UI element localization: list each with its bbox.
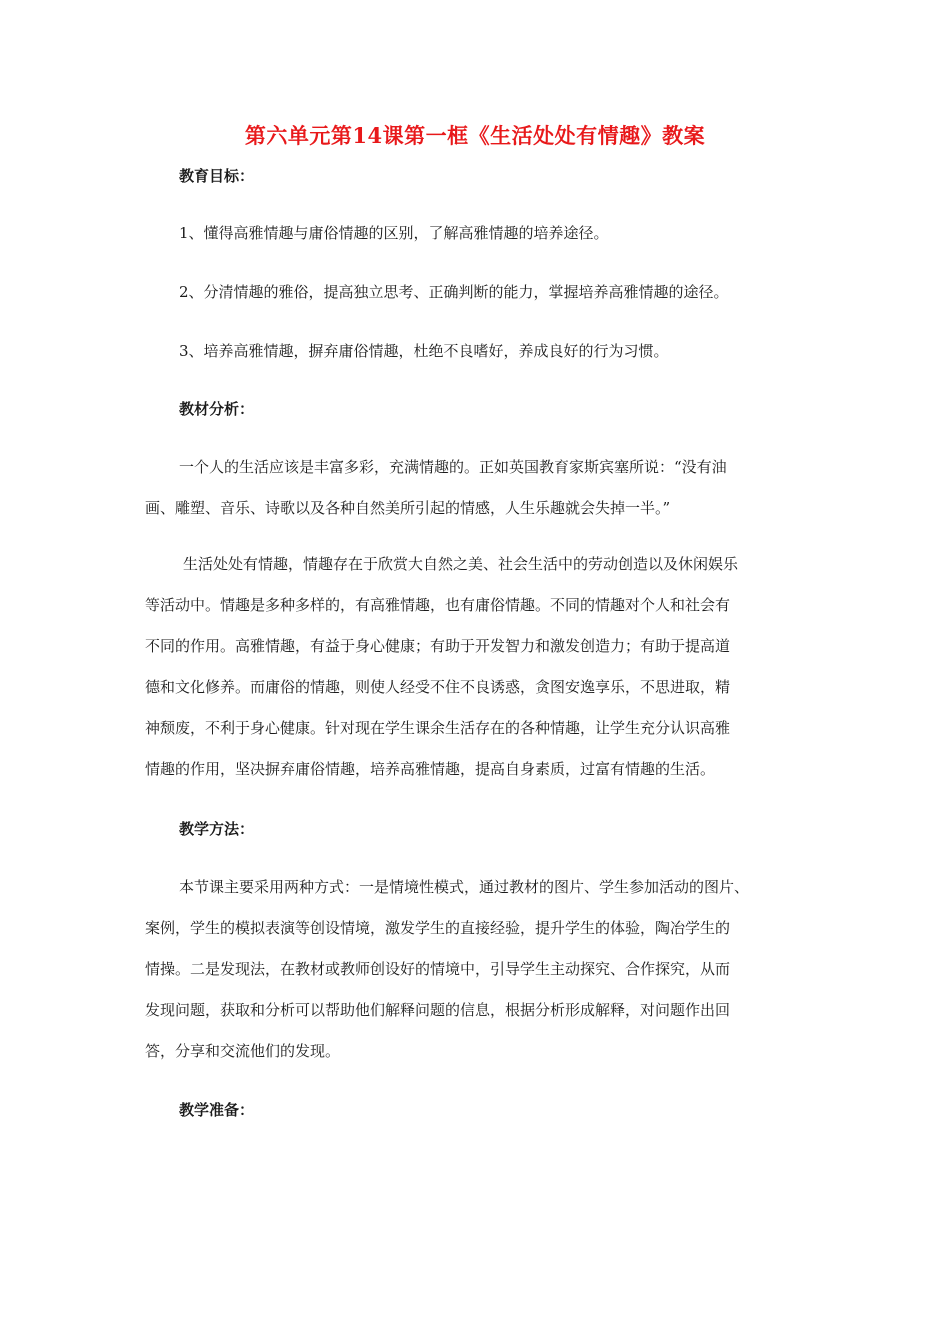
- goal-item: 1、懂得高雅情趣与庸俗情趣的区别，了解高雅情趣的培养途径。: [179, 224, 609, 242]
- methods-paragraph: [145, 875, 835, 1080]
- heading-goals: 教育目标：: [179, 167, 255, 185]
- paragraph-line: 情操。二是发现法，在教材或教师创设好的情境中，引导学生主动探究、合作探究，从而: [145, 960, 731, 978]
- heading-preparation: 教学准备：: [179, 1101, 255, 1119]
- paragraph-line: 不同的作用。高雅情趣，有益于身心健康；有助于开发智力和激发创造力；有助于提高道: [145, 637, 731, 655]
- paragraph-line: 等活动中。情趣是多种多样的，有高雅情趣，也有庸俗情趣。不同的情趣对个人和社会有: [145, 596, 731, 614]
- heading-methods: 教学方法：: [179, 820, 255, 838]
- paragraph-line: 生活处处有情趣，情趣存在于欣赏大自然之美、社会生活中的劳动创造以及休闲娱乐: [183, 555, 739, 573]
- paragraph-line: 发现问题，获取和分析可以帮助他们解释问题的信息，根据分析形成解释，对问题作出回: [145, 1001, 731, 1019]
- goal-item: 3、培养高雅情趣，摒弃庸俗情趣，杜绝不良嗜好，养成良好的行为习惯。: [179, 342, 669, 360]
- goal-item: 2、分清情趣的雅俗，提高独立思考、正确判断的能力，掌握培养高雅情趣的途径。: [179, 283, 729, 301]
- analysis-paragraph-2: [145, 552, 835, 798]
- paragraph-line: 案例，学生的模拟表演等创设情境，激发学生的直接经验，提升学生的体验，陶冶学生的: [145, 919, 731, 937]
- paragraph-line: 情趣的作用，坚决摒弃庸俗情趣，培养高雅情趣，提高自身素质，过富有情趣的生活。: [145, 760, 716, 778]
- paragraph-line: 画、雕塑、音乐、诗歌以及各种自然美所引起的情感，人生乐趣就会失掉一半。”: [145, 499, 671, 517]
- paragraph-line: 神颓废，不利于身心健康。针对现在学生课余生活存在的各种情趣，让学生充分认识高雅: [145, 719, 731, 737]
- paragraph-line: 答，分享和交流他们的发现。: [145, 1042, 341, 1060]
- paragraph-line: 德和文化修养。而庸俗的情趣，则使人经受不住不良诱惑，贪图安逸享乐，不思进取，精: [145, 678, 731, 696]
- analysis-paragraph-1: [145, 455, 835, 537]
- document-title: 第六单元第14课第一框《生活处处有情趣》教案: [244, 123, 706, 148]
- heading-analysis: 教材分析：: [179, 400, 255, 418]
- paragraph-line: 本节课主要采用两种方式：一是情境性模式，通过教材的图片、学生参加活动的图片、: [179, 878, 750, 896]
- paragraph-line: 一个人的生活应该是丰富多彩，充满情趣的。正如英国教育家斯宾塞所说：“没有油: [179, 458, 727, 476]
